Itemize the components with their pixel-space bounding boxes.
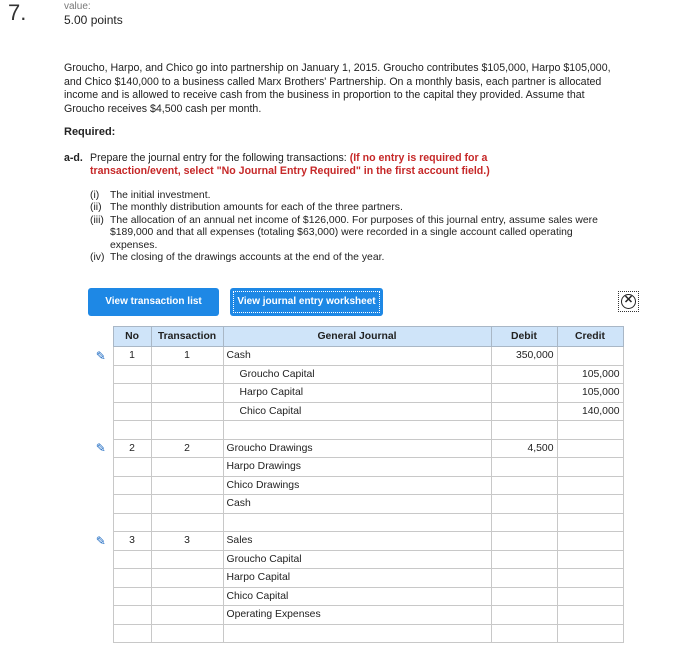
cell-account[interactable]	[223, 513, 491, 532]
cell-transaction	[151, 421, 223, 440]
edit-cell	[89, 550, 113, 569]
cell-transaction	[151, 365, 223, 384]
cell-debit[interactable]	[491, 384, 557, 403]
cell-account[interactable]: Groucho Capital	[223, 550, 491, 569]
cell-account[interactable]: Sales	[223, 532, 491, 551]
cell-account[interactable]: Harpo Drawings	[223, 458, 491, 477]
points-value: 5.00 points	[64, 13, 123, 27]
cell-credit[interactable]	[557, 532, 623, 551]
view-journal-worksheet-button[interactable]: View journal entry worksheet	[230, 288, 383, 316]
cell-debit[interactable]	[491, 421, 557, 440]
part-instructions	[90, 152, 560, 178]
close-button[interactable]	[618, 291, 639, 312]
cell-credit[interactable]	[557, 421, 623, 440]
edit-cell	[89, 569, 113, 588]
cell-transaction: 2	[151, 439, 223, 458]
cell-credit[interactable]	[557, 569, 623, 588]
edit-cell	[89, 458, 113, 477]
cell-credit[interactable]	[557, 495, 623, 514]
cell-no	[113, 513, 151, 532]
cell-no	[113, 606, 151, 625]
cell-no	[113, 476, 151, 495]
cell-debit[interactable]	[491, 550, 557, 569]
table-row	[89, 550, 623, 569]
part-text: Prepare the journal entry for the following transactions:	[90, 152, 347, 164]
table-row	[89, 347, 623, 366]
task-text: The closing of the drawings accounts at the end of the year.	[110, 252, 385, 264]
cell-credit[interactable]	[557, 347, 623, 366]
task-text: The allocation of an annual net income of $126,000. For purposes of this journal entry, assume sales were $189,000 and that all expenses (totaling $63,000) were recorded in a single account called operating expenses.	[110, 214, 598, 251]
table-row	[89, 439, 623, 458]
cell-credit[interactable]	[557, 587, 623, 606]
cell-debit[interactable]	[491, 532, 557, 551]
cell-account[interactable]: Groucho Capital	[223, 365, 491, 384]
table-row	[89, 458, 623, 477]
edit-column-header	[89, 327, 113, 347]
cell-transaction: 1	[151, 347, 223, 366]
task-number: (iv)	[90, 252, 105, 264]
col-credit: Credit	[557, 327, 623, 347]
task-item	[90, 202, 610, 214]
cell-debit[interactable]	[491, 606, 557, 625]
cell-transaction	[151, 606, 223, 625]
cell-account[interactable]: Chico Capital	[223, 402, 491, 421]
table-header-row	[89, 327, 623, 347]
cell-account[interactable]: Chico Capital	[223, 587, 491, 606]
edit-entry-button[interactable]	[89, 347, 113, 366]
edit-cell	[89, 587, 113, 606]
cell-no	[113, 421, 151, 440]
cell-transaction	[151, 569, 223, 588]
edit-cell	[89, 495, 113, 514]
table-row	[89, 365, 623, 384]
cell-account[interactable]: Harpo Capital	[223, 569, 491, 588]
cell-account[interactable]	[223, 421, 491, 440]
cell-transaction: 3	[151, 532, 223, 551]
cell-transaction	[151, 513, 223, 532]
cell-debit[interactable]	[491, 513, 557, 532]
task-list	[90, 190, 610, 264]
cell-debit[interactable]	[491, 569, 557, 588]
task-number: (ii)	[90, 202, 102, 214]
cell-debit[interactable]	[491, 624, 557, 643]
edit-cell	[89, 421, 113, 440]
edit-cell	[89, 513, 113, 532]
part-note: (If no entry is required for a transaction/event, select "No Journal Entry Required" in the first account field.)	[90, 152, 490, 177]
cell-no	[113, 495, 151, 514]
col-debit: Debit	[491, 327, 557, 347]
table-row	[89, 532, 623, 551]
cell-debit[interactable]	[491, 458, 557, 477]
cell-account[interactable]: Harpo Capital	[223, 384, 491, 403]
cell-debit[interactable]: 350,000	[491, 347, 557, 366]
cell-transaction	[151, 402, 223, 421]
table-row	[89, 569, 623, 588]
edit-entry-button[interactable]	[89, 532, 113, 551]
task-text: The monthly distribution amounts for each of the three partners.	[110, 202, 403, 214]
cell-debit[interactable]	[491, 495, 557, 514]
col-no: No	[113, 327, 151, 347]
cell-debit[interactable]	[491, 365, 557, 384]
required-heading: Required:	[64, 126, 116, 138]
cell-no	[113, 402, 151, 421]
task-item	[90, 190, 610, 202]
cell-debit[interactable]	[491, 587, 557, 606]
cell-debit[interactable]	[491, 476, 557, 495]
cell-no	[113, 569, 151, 588]
edit-cell	[89, 384, 113, 403]
pencil-icon: ✎	[95, 348, 106, 363]
edit-entry-button[interactable]	[89, 439, 113, 458]
cell-credit[interactable]	[557, 458, 623, 477]
cell-transaction	[151, 495, 223, 514]
problem-text: Groucho, Harpo, and Chico go into partnership on January 1, 2015. Groucho contributes $105,000, Harpo $105,000, and Chico $140,000 to a business called Marx Brothers' Partnership. On a monthly basis, each partner is allocated income and is allowed to receive cash from the business in proportion to the capital they provided. Assume that Groucho receives $4,500 cash per month.	[64, 62, 611, 115]
cell-credit[interactable]	[557, 476, 623, 495]
cell-no: 2	[113, 439, 151, 458]
cell-transaction	[151, 476, 223, 495]
cell-no	[113, 587, 151, 606]
table-row	[89, 513, 623, 532]
pencil-icon: ✎	[95, 441, 106, 456]
cell-credit[interactable]	[557, 606, 623, 625]
cell-account[interactable]: Groucho Drawings	[223, 439, 491, 458]
edit-cell	[89, 402, 113, 421]
task-number: (i)	[90, 190, 100, 201]
cell-account[interactable]: Cash	[223, 347, 491, 366]
table-row	[89, 587, 623, 606]
cell-no	[113, 550, 151, 569]
question-number: 7.	[8, 0, 27, 25]
cell-no	[113, 365, 151, 384]
table-row	[89, 402, 623, 421]
edit-cell	[89, 365, 113, 384]
journal-table	[89, 326, 624, 643]
close-icon: ✕	[621, 294, 636, 309]
task-number: (iii)	[90, 214, 104, 226]
cell-transaction	[151, 458, 223, 477]
cell-no	[113, 384, 151, 403]
cell-debit[interactable]	[491, 402, 557, 421]
task-text: The initial investment.	[110, 190, 211, 201]
cell-no: 3	[113, 532, 151, 551]
col-general-journal: General Journal	[223, 327, 491, 347]
cell-transaction	[151, 384, 223, 403]
table-row	[89, 421, 623, 440]
table-row	[89, 624, 623, 643]
value-label: value:	[64, 1, 91, 12]
part-label: a-d.	[64, 152, 83, 164]
cell-account[interactable]: Cash	[223, 495, 491, 514]
cell-credit[interactable]	[557, 624, 623, 643]
task-item	[90, 252, 610, 264]
cell-transaction	[151, 624, 223, 643]
cell-credit[interactable]: 105,000	[557, 365, 623, 384]
cell-credit[interactable]	[557, 513, 623, 532]
view-transaction-list-button[interactable]: View transaction list	[88, 288, 219, 316]
table-row	[89, 606, 623, 625]
cell-credit[interactable]: 105,000	[557, 384, 623, 403]
table-row	[89, 476, 623, 495]
cell-credit[interactable]	[557, 550, 623, 569]
cell-no	[113, 624, 151, 643]
cell-account[interactable]	[223, 624, 491, 643]
cell-debit[interactable]: 4,500	[491, 439, 557, 458]
cell-no: 1	[113, 347, 151, 366]
pencil-icon: ✎	[95, 533, 106, 548]
task-item	[90, 215, 610, 252]
cell-account[interactable]: Operating Expenses	[223, 606, 491, 625]
cell-credit[interactable]	[557, 439, 623, 458]
edit-cell	[89, 476, 113, 495]
cell-credit[interactable]: 140,000	[557, 402, 623, 421]
cell-account[interactable]: Chico Drawings	[223, 476, 491, 495]
table-row	[89, 495, 623, 514]
col-transaction: Transaction	[151, 327, 223, 347]
cell-transaction	[151, 587, 223, 606]
cell-no	[113, 458, 151, 477]
edit-cell	[89, 624, 113, 643]
cell-transaction	[151, 550, 223, 569]
table-row	[89, 384, 623, 403]
edit-cell	[89, 606, 113, 625]
